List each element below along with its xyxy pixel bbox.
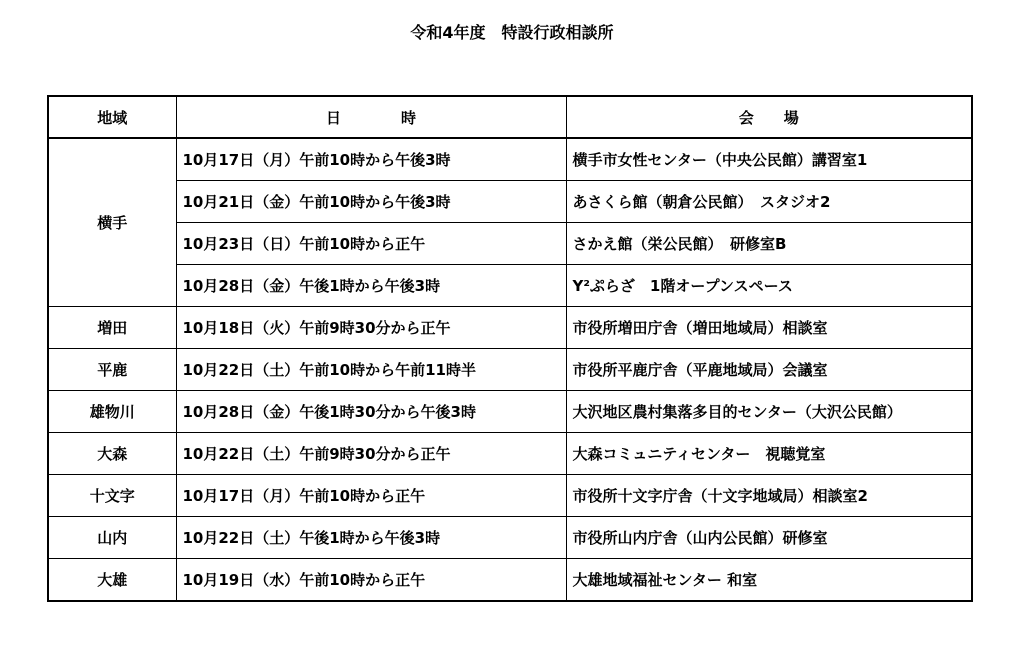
table-row: [48, 265, 972, 307]
table-row: [48, 349, 972, 391]
venue-cell: あさくら館（朝倉公民館） スタジオ2: [566, 181, 972, 223]
venue-cell: 市役所増田庁舎（増田地域局）相談室: [566, 307, 972, 349]
datetime-cell: 10月22日（土）午後1時から午後3時: [176, 517, 566, 559]
venue-cell: さかえ館（栄公民館） 研修室B: [566, 223, 972, 265]
table-row: [48, 138, 972, 181]
area-cell: 増田: [48, 307, 176, 349]
table-row: [48, 181, 972, 223]
datetime-cell: 10月17日（月）午前10時から午後3時: [176, 138, 566, 181]
area-cell: 十文字: [48, 475, 176, 517]
table-row: [48, 307, 972, 349]
datetime-cell: 10月22日（土）午前9時30分から正午: [176, 433, 566, 475]
venue-cell: 大雄地域福祉センター 和室: [566, 559, 972, 602]
area-cell: 横手: [48, 138, 176, 307]
area-cell: 雄物川: [48, 391, 176, 433]
page-title: 令和4年度 特設行政相談所: [410, 23, 614, 42]
datetime-cell: 10月28日（金）午後1時30分から午後3時: [176, 391, 566, 433]
area-cell: 大森: [48, 433, 176, 475]
venue-cell: 大沢地区農村集落多目的センター（大沢公民館）: [566, 391, 972, 433]
venue-cell: 市役所十文字庁舎（十文字地域局）相談室2: [566, 475, 972, 517]
table-row: [48, 559, 972, 602]
table-row: [48, 391, 972, 433]
venue-cell: 大森コミュニティセンター 視聴覚室: [566, 433, 972, 475]
venue-cell: 市役所平鹿庁舎（平鹿地域局）会議室: [566, 349, 972, 391]
table-row: [48, 517, 972, 559]
venue-cell: 横手市女性センター（中央公民館）講習室1: [566, 138, 972, 181]
venue-cell: Y²ぷらざ 1階オープンスペース: [566, 265, 972, 307]
header-venue: 会 場: [566, 96, 972, 138]
header-datetime: 日 時: [176, 96, 566, 138]
consultation-table: [47, 95, 973, 602]
datetime-cell: 10月19日（水）午前10時から正午: [176, 559, 566, 602]
area-cell: 平鹿: [48, 349, 176, 391]
venue-cell: 市役所山内庁舎（山内公民館）研修室: [566, 517, 972, 559]
table-row: [48, 433, 972, 475]
table-header-row: [48, 96, 972, 138]
datetime-cell: 10月28日（金）午後1時から午後3時: [176, 265, 566, 307]
area-cell: 大雄: [48, 559, 176, 602]
table-row: [48, 223, 972, 265]
datetime-cell: 10月23日（日）午前10時から正午: [176, 223, 566, 265]
datetime-cell: 10月22日（土）午前10時から午前11時半: [176, 349, 566, 391]
table-row: [48, 475, 972, 517]
datetime-cell: 10月18日（火）午前9時30分から正午: [176, 307, 566, 349]
header-area: 地域: [48, 96, 176, 138]
datetime-cell: 10月21日（金）午前10時から午後3時: [176, 181, 566, 223]
area-cell: 山内: [48, 517, 176, 559]
datetime-cell: 10月17日（月）午前10時から正午: [176, 475, 566, 517]
